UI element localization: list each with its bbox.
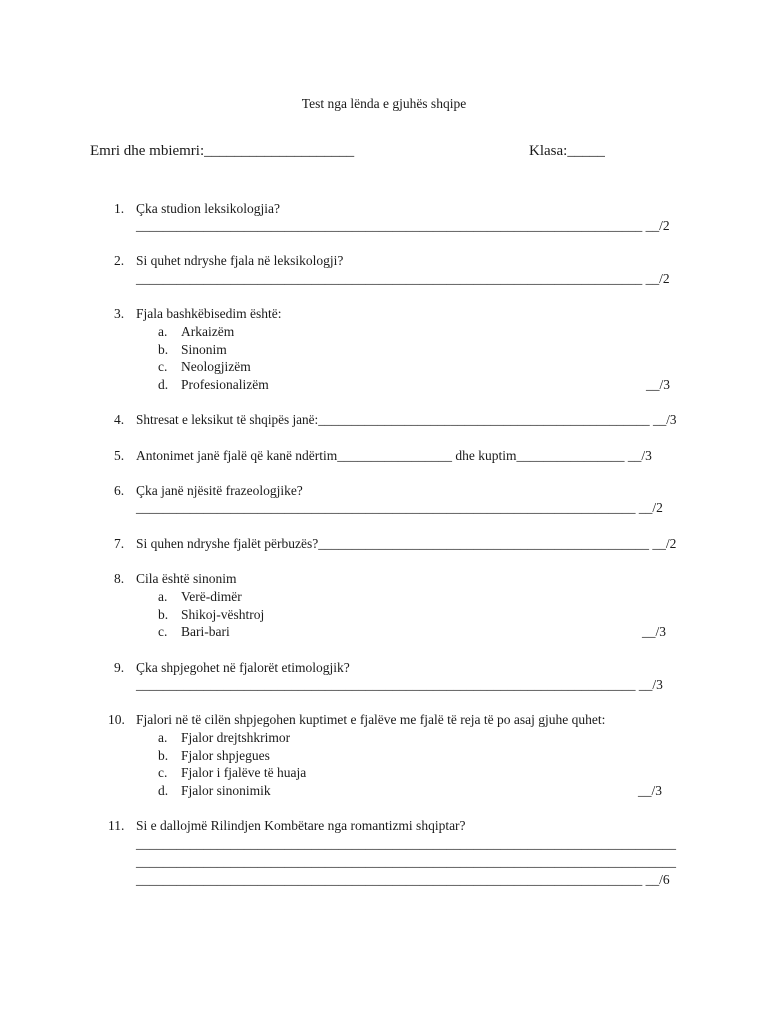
option-letter: d. [158,783,169,798]
option-text: Fjalor shpjegues [181,748,270,763]
option-text: Sinonim [181,342,227,357]
question-number: 7. [114,536,125,551]
question-text: Çka studion leksikologjia? [136,201,280,216]
option-letter: a. [158,324,168,339]
page-title: Test nga lënda e gjuhës shqipe [301,96,467,111]
question-number: 8. [114,571,125,586]
option-letter: a. [158,589,168,604]
points-label: __/3 [638,783,663,798]
question-number: 10. [108,712,125,727]
points-label: __/3 [642,624,667,639]
option-letter: c. [158,359,168,374]
question-number: 6. [114,483,125,498]
question-number: 11. [108,818,125,833]
question-text: Cila është sinonim [136,571,237,586]
question-text: Fjala bashkëbisedim është: [136,306,282,321]
question-text: Si quhen ndryshe fjalët përbuzës?_________________________________________________ __/2 [136,536,677,551]
option-letter: c. [158,624,168,639]
option-letter: b. [158,342,169,357]
class-field-label: Klasa:_____ [529,143,605,159]
option-text: Arkaizëm [181,324,235,339]
answer-line: ___________________________________________________________________________ __/6 [136,872,670,887]
question-text: Shtresat e leksikut të shqipës janë:__________________________________________________ __/3 [136,412,677,427]
option-text: Bari-bari [181,624,230,639]
option-text: Verë-dimër [181,589,242,604]
option-text: Fjalor drejtshkrimor [181,730,291,745]
option-text: Profesionalizëm [181,377,269,392]
name-field-label: Emri dhe mbiemri:____________________ [90,143,355,159]
answer-line: ________________________________________________________________________________ [136,836,676,851]
question-text: Antonimet janë fjalë që kanë ndërtim_________________ dhe kuptim________________ __/3 [136,448,652,463]
question-number: 9. [114,660,125,675]
answer-line: __________________________________________________________________________ __/2 [136,500,663,515]
answer-line: ___________________________________________________________________________ __/2 [136,271,670,286]
question-number: 3. [114,306,125,321]
question-number: 2. [114,253,125,268]
option-letter: a. [158,730,168,745]
question-text: Fjalori në të cilën shpjegohen kuptimet e fjalëve me fjalë të reja të po asaj gjuhe quhet: [136,712,606,727]
option-text: Shikoj-vështroj [181,607,265,622]
option-letter: b. [158,607,169,622]
option-text: Fjalor sinonimik [181,783,271,798]
question-text: Çka shpjegohet në fjalorët etimologjik? [136,660,350,675]
option-letter: b. [158,748,169,763]
answer-line: ________________________________________________________________________________ [136,854,676,869]
question-number: 5. [114,448,125,463]
question-text: Si quhet ndryshe fjala në leksikologji? [136,253,344,268]
answer-line: ___________________________________________________________________________ __/2 [136,218,670,233]
option-text: Fjalor i fjalëve të huaja [181,765,307,780]
answer-line: __________________________________________________________________________ __/3 [136,677,663,692]
question-number: 1. [114,201,125,216]
question-number: 4. [114,412,125,427]
option-text: Neologjizëm [181,359,251,374]
question-text: Si e dallojmë Rilindjen Kombëtare nga romantizmi shqiptar? [136,818,466,833]
points-label: __/3 [646,377,671,392]
question-text: Çka janë njësitë frazeologjike? [136,483,303,498]
option-letter: c. [158,765,168,780]
option-letter: d. [158,377,169,392]
